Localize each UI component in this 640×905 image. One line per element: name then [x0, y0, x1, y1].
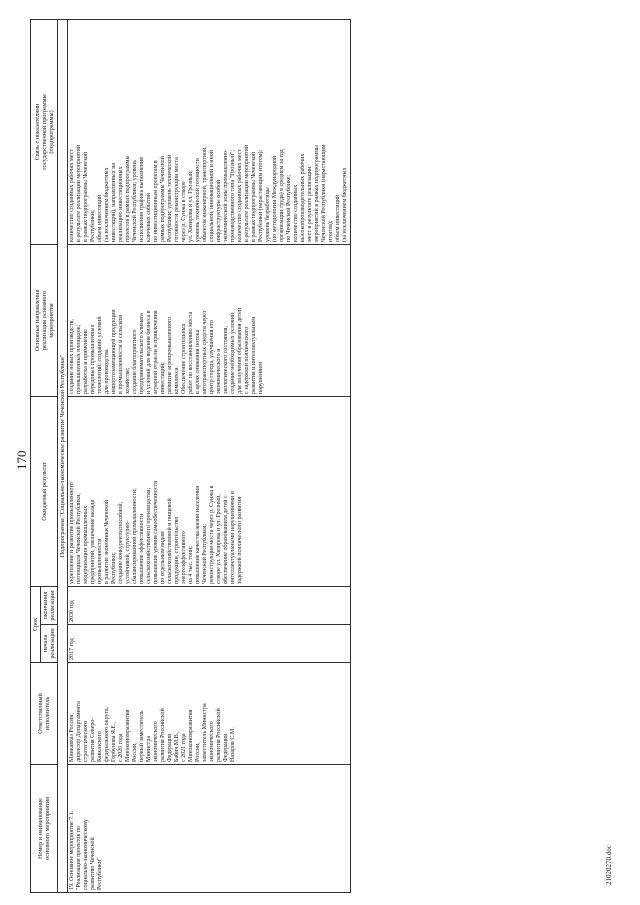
- row-number: 19.: [69, 882, 75, 890]
- responsible-cell: Минкавказ России, директор Департамента стратегического развития Северо- Кавказского федерального округа, Горбунова Я.Е., с 2020 года Минэкономразвития России, первый заместитель Министра экономического развития Российской Федерации Бабич М.В., с 2021 года Минэкономразвития России, заместитель Министра экономического развития Российской Федерации Назаров С.М.: [68, 663, 351, 765]
- table-row: [68, 19, 351, 892]
- page-number: 170: [14, 450, 29, 470]
- header-directions: Основные направления реализации основного мероприятия: [31, 244, 58, 396]
- program-title: Подпрограмма "Социально-экономическое развитие Чеченской Республики": [58, 19, 68, 892]
- end-cell: 2030 год: [68, 586, 351, 624]
- header-term: Срок: [31, 586, 41, 662]
- start-cell: 2017 год: [68, 625, 351, 663]
- program-row: [58, 19, 68, 892]
- header-name: Номер и наименование основного мероприятия: [31, 765, 58, 893]
- header-responsible: Ответственный исполнитель: [31, 663, 58, 765]
- header-term-end: окончания реализации: [41, 586, 58, 624]
- measures-table: [30, 19, 351, 893]
- header-result: Ожидаемый результат: [31, 396, 58, 586]
- document-id: 21020270.doc: [605, 845, 613, 885]
- measure-cell: [68, 765, 351, 893]
- directions-cell: создание новых производств, промышленных площадок; разработка и применение передовых промышленных технологий; создание условий для производства импортозамещающей продукции в промышленности и сельском хозяйстве; создание благоприятного предпринимательского климата и условий для ведения бизнеса в аграрной отрасли и привлечения инвестиций; развитие агропромышленного комплекса. Обеспечение строительных работ по восстановлению моста в целях снижения потока автотранспортных средств через центр города, улучшения его экономического и экологического состояния, создание необходимых условий для получения образования детей с задержкой психического развития и интеллектуальным нарушением: [68, 244, 351, 396]
- header-term-start: начала реализации: [41, 625, 58, 663]
- link-cell: количество созданных рабочих мест в результате реализации мероприятий в рамках подпрограммы Чеченской Республики; объем инвестиций (за исключением бюджетных инвестиций), направленных на реализацию инвестиционных проектов в рамках подпрограммы Чеченской Республики; уровень исполнения графика выполнения ключевых событий по инвестиционным проектам в рамках подпрограммы Чеченской Республики; уровень технической готовности реконструкции моста через р. Сунжа в створе ул. Хизирова и ул. Грозный; уровень технической готовности объектов инженерной, транспортной, социальной, инновационной и иной инфраструктуры особой экономической зоны промышленно- производственного типа "Грозный"; количество созданных рабочих мест в результате реализации мероприятий в рамках подпрограммы Чеченской Республики (нарастающим итогом); уровень безработицы (по методологии Международной организации труда) в среднем за год по Чеченской Республике; количество созданных высокопроизводительных рабочих мест в результате реализации мероприятий в рамках подпрограммы Чеченской Республики (нарастающим итогом); объем инвестиций (за исключением бюджетных: [68, 19, 351, 244]
- measure-name: Основное мероприятие 7.1. "Реализация проектов по социально-экономическому развитию Чеченской Республики": [69, 810, 103, 890]
- header-link: Связь с показателями государственной программы (подпрограммы): [31, 19, 58, 244]
- result-cell: укрепление и развитие промышленного потенциала Чеченской Республики, модернизация промышленных предприятий, увеличение вклада промышленности в развитие экономики Чеченской Республики; создание конкурентоспособной, устойчивой, структурно- сбалансированной промышленности; повышение эффективности сельскохозяйственного производства; повышение уровня самообеспеченности по отдельным видам сельскохозяйственной и пищевой продукции, строительство энергоэффективного на 4 тыс. тонн; повышение качества жизни населения Чеченской Республики; реконструкция моста через р. Сунжа в створе ул. Хизирова и ул. Грозный, обеспечение образованием детей с интеллектуальными нарушениями и задержкой психического развития: [68, 396, 351, 586]
- header-row: [31, 19, 41, 892]
